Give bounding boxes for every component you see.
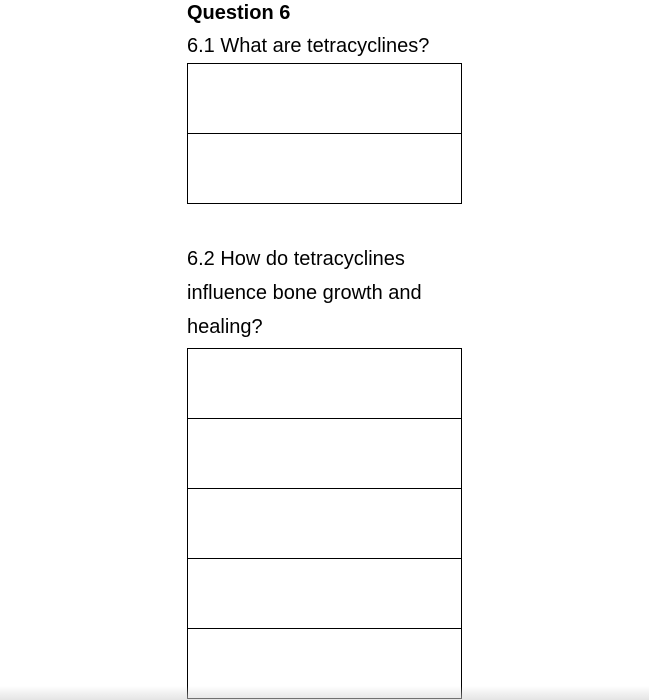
q6-2-answer-cell[interactable] bbox=[188, 489, 462, 559]
q6-1-row bbox=[188, 64, 462, 134]
answer-table-6-1 bbox=[187, 63, 462, 204]
q6-2-answer-cell[interactable] bbox=[188, 349, 462, 419]
q6-2-row bbox=[188, 559, 462, 629]
q6-1-answer-cell[interactable] bbox=[188, 134, 462, 204]
question-6-1-prompt: 6.1 What are tetracyclines? bbox=[187, 35, 430, 57]
q6-2-answer-cell[interactable] bbox=[188, 419, 462, 489]
q6-1-row bbox=[188, 134, 462, 204]
question-6-2-prompt bbox=[187, 242, 467, 344]
q6-2-row bbox=[188, 419, 462, 489]
question-heading: Question 6 bbox=[187, 2, 291, 24]
question-6-2-line-2: influence bone growth and bbox=[187, 282, 422, 304]
q6-2-row bbox=[188, 349, 462, 419]
q6-2-row bbox=[188, 489, 462, 559]
question-6-2-line-1: 6.2 How do tetracyclines bbox=[187, 248, 405, 270]
question-6-2-line-3: healing? bbox=[187, 316, 263, 338]
bottom-edge-shadow bbox=[0, 686, 649, 700]
q6-1-answer-cell[interactable] bbox=[188, 64, 462, 134]
q6-2-answer-cell[interactable] bbox=[188, 559, 462, 629]
question-block bbox=[187, 0, 467, 699]
answer-table-6-2 bbox=[187, 348, 462, 699]
